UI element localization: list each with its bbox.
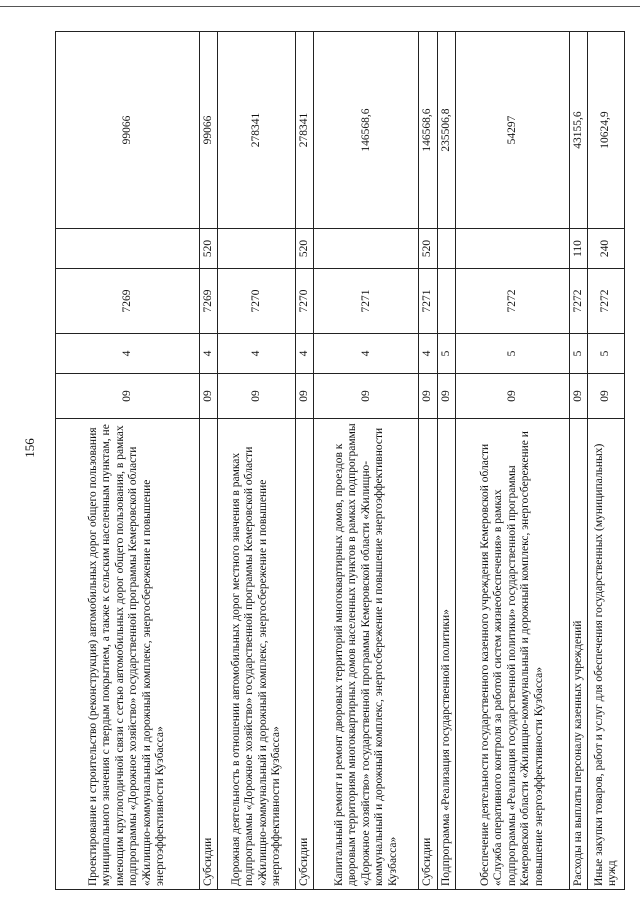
row-subsection-cell: 5	[456, 334, 570, 374]
row-name-cell: Капитальный ремонт и ремонт дворовых территорий многоквартирных домов, проездов к дворовым территориям многоквартирных домов населенных пунктов в рамках подпрограммы «Дорожное хозяйство» государственной программы Кемеровской области «Жилищно-коммунальный и дорожный комплекс, энергосбережение и повышение энергоэффективности Кузбасса»	[314, 419, 419, 890]
row-name-cell: Обеспечение деятельности государственного казенного учреждения Кемеровской области «Служба оперативного контроля за работой систем жизнеобеспечения» в рамках подпрограммы «Реализация государственной политики» государственной программы Кемеровской области «Жилищно-коммунальный и дорожный комплекс, энергосбережение и повышение энергоэффективности Кузбасса»	[456, 419, 570, 890]
row-section-cell: 09	[588, 374, 625, 419]
row-amount-cell: 278341	[218, 32, 296, 229]
budget-table-body	[56, 32, 625, 890]
table-row	[569, 32, 587, 890]
row-target-cell: 7270	[218, 269, 296, 334]
row-section-cell: 09	[437, 374, 455, 419]
page-top-rule	[0, 6, 640, 7]
row-target-cell: 7272	[588, 269, 625, 334]
row-expense-type-cell	[456, 229, 570, 269]
row-expense-type-cell	[218, 229, 296, 269]
row-target-cell: 7272	[569, 269, 587, 334]
row-subsection-cell: 5	[569, 334, 587, 374]
row-amount-cell: 146568,6	[314, 32, 419, 229]
table-row	[56, 32, 200, 890]
row-name-cell: Субсидии	[419, 419, 437, 890]
row-amount-cell: 146568,6	[419, 32, 437, 229]
row-name-cell: Субсидии	[199, 419, 217, 890]
row-subsection-cell: 4	[218, 334, 296, 374]
table-row	[218, 32, 296, 890]
row-subsection-cell: 5	[437, 334, 455, 374]
row-target-cell: 7269	[199, 269, 217, 334]
row-target-cell: 7270	[296, 269, 314, 334]
row-name-cell: Иные закупки товаров, работ и услуг для обеспечения государственных (муниципальных) нужд	[588, 419, 625, 890]
row-subsection-cell: 4	[419, 334, 437, 374]
row-target-cell: 7269	[56, 269, 200, 334]
row-name-cell: Проектирование и строительство (реконструкция) автомобильных дорог общего пользования муниципального значения с твердым покрытием, а также к сельским населенным пунктам, не имеющим круглогодичной связи с сетью автомобильных дорог общего пользования, в рамках подпрограммы «Дорожное хозяйство» государственной программы Кемеровской области «Жилищно-коммунальный и дорожный комплекс, энергосбережение и повышение энергоэффективности Кузбасса»	[56, 419, 200, 890]
row-expense-type-cell	[437, 229, 455, 269]
table-row	[199, 32, 217, 890]
row-section-cell: 09	[314, 374, 419, 419]
row-section-cell: 09	[456, 374, 570, 419]
row-expense-type-cell: 110	[569, 229, 587, 269]
row-target-cell: 7271	[314, 269, 419, 334]
row-name-cell: Субсидии	[296, 419, 314, 890]
table-row	[314, 32, 419, 890]
row-amount-cell: 235506,8	[437, 32, 455, 229]
row-subsection-cell: 4	[56, 334, 200, 374]
table-row	[296, 32, 314, 890]
row-expense-type-cell: 520	[296, 229, 314, 269]
row-section-cell: 09	[218, 374, 296, 419]
page-number: 156	[22, 438, 37, 458]
row-subsection-cell: 5	[588, 334, 625, 374]
table-row	[456, 32, 570, 890]
row-amount-cell: 54297	[456, 32, 570, 229]
row-amount-cell: 278341	[296, 32, 314, 229]
table-row	[588, 32, 625, 890]
row-expense-type-cell: 520	[199, 229, 217, 269]
row-expense-type-cell: 240	[588, 229, 625, 269]
row-amount-cell: 43155,6	[569, 32, 587, 229]
table-wrapper	[55, 32, 625, 890]
row-section-cell: 09	[199, 374, 217, 419]
row-expense-type-cell	[56, 229, 200, 269]
row-name-cell: Расходы на выплаты персоналу казенных учреждений	[569, 419, 587, 890]
row-name-cell: Дорожная деятельность в отношении автомобильных дорог местного значения в рамках подпрограммы «Дорожное хозяйство» государственной программы Кемеровской области «Жилищно-коммунальный и дорожный комплекс, энергосбережение и повышение энергоэффективности Кузбасса»	[218, 419, 296, 890]
budget-table-rotated	[55, 32, 625, 890]
table-row	[437, 32, 455, 890]
row-subsection-cell: 4	[199, 334, 217, 374]
table-row	[419, 32, 437, 890]
row-amount-cell: 10624,9	[588, 32, 625, 229]
row-subsection-cell: 4	[314, 334, 419, 374]
row-expense-type-cell	[314, 229, 419, 269]
row-target-cell	[437, 269, 455, 334]
row-section-cell: 09	[569, 374, 587, 419]
row-name-cell: Подпрограмма «Реализация государственной политики»	[437, 419, 455, 890]
row-amount-cell: 99066	[56, 32, 200, 229]
budget-table	[55, 31, 625, 890]
row-amount-cell: 99066	[199, 32, 217, 229]
row-target-cell: 7272	[456, 269, 570, 334]
row-section-cell: 09	[56, 374, 200, 419]
row-section-cell: 09	[419, 374, 437, 419]
row-target-cell: 7271	[419, 269, 437, 334]
row-expense-type-cell: 520	[419, 229, 437, 269]
row-section-cell: 09	[296, 374, 314, 419]
row-subsection-cell: 4	[296, 334, 314, 374]
